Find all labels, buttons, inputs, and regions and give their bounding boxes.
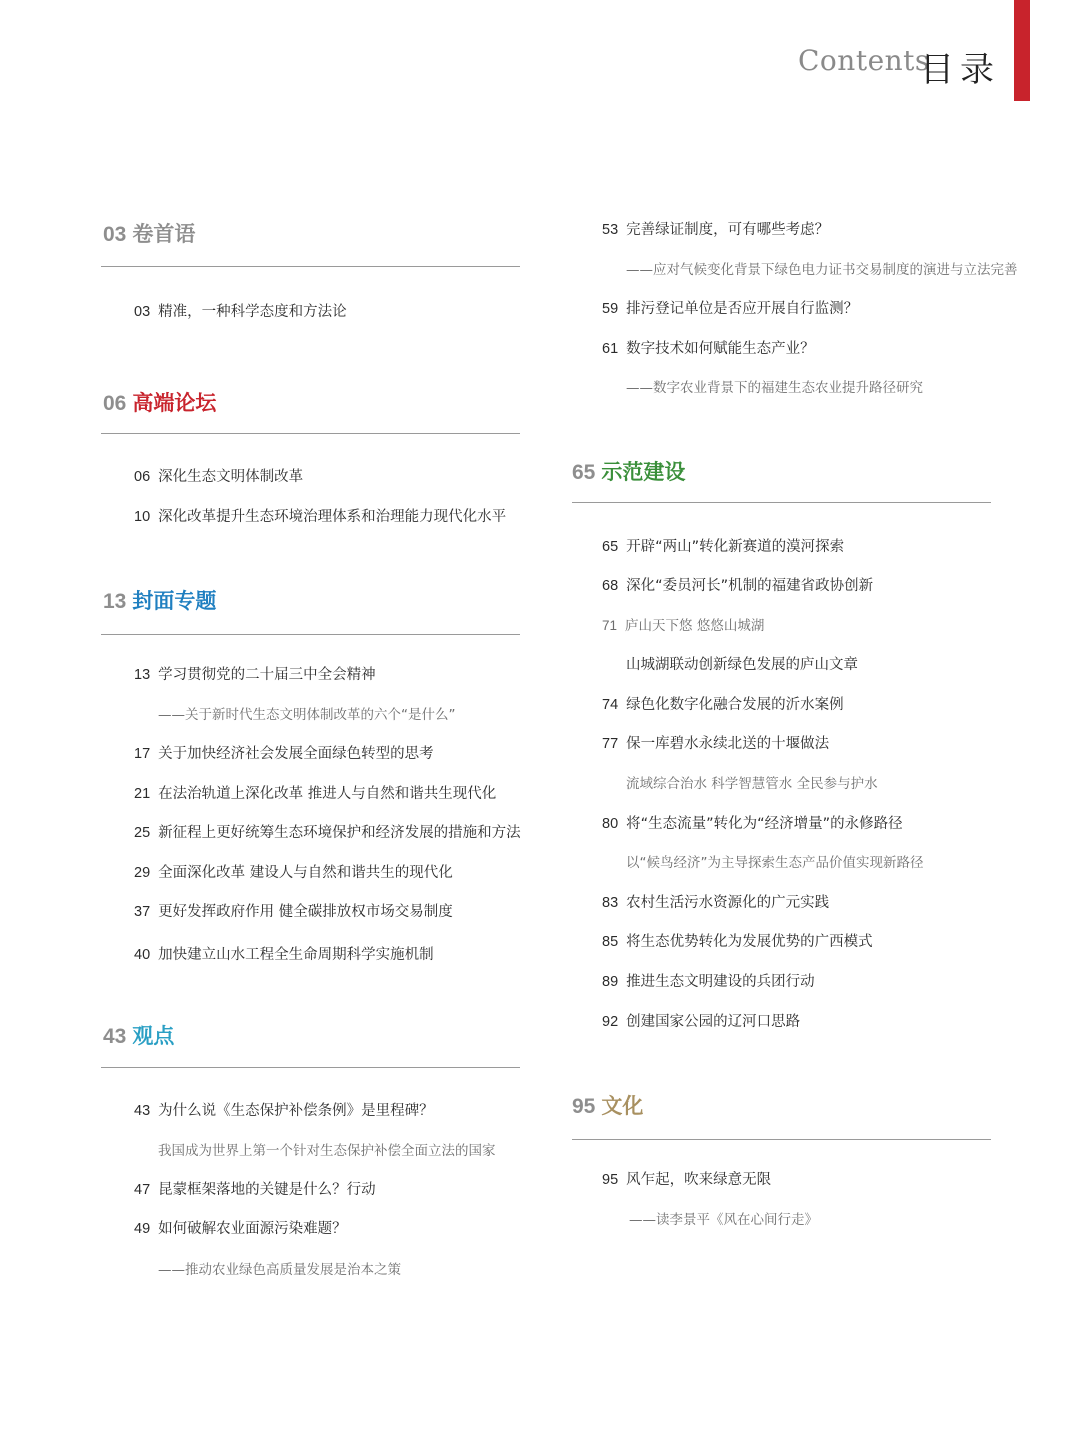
- toc-item[interactable]: 13 学习贯彻党的二十届三中全会精神: [134, 667, 376, 683]
- section-heading-juanshou[interactable]: 03 卷首语: [103, 222, 196, 246]
- toc-item[interactable]: 68 深化“委员河长”机制的福建省政协创新: [602, 578, 874, 594]
- toc-subtitle: ——应对气候变化背景下绿色电力证书交易制度的演进与立法完善: [626, 262, 1018, 278]
- toc-item[interactable]: 25 新征程上更好统筹生态环境保护和经济发展的措施和方法: [134, 825, 521, 841]
- toc-item[interactable]: 95 风乍起，吹来绿意无限: [602, 1172, 772, 1188]
- section-title: 卷首语: [132, 222, 196, 246]
- toc-item[interactable]: 40 加快建立山水工程全生命周期科学实施机制: [134, 947, 434, 963]
- toc-item[interactable]: 21 在法治轨道上深化改革 推进人与自然和谐共生现代化: [134, 786, 497, 802]
- accent-bar: [1014, 0, 1030, 101]
- toc-item[interactable]: 06 深化生态文明体制改革: [134, 469, 304, 485]
- section-title: 示范建设: [601, 460, 686, 484]
- section-heading-wenhua[interactable]: 95 文化: [572, 1094, 644, 1118]
- section-divider: [572, 502, 991, 503]
- toc-subtitle: ——推动农业绿色高质量发展是治本之策: [158, 1262, 401, 1278]
- section-title: 观点: [132, 1024, 175, 1048]
- section-title: 高端论坛: [132, 391, 217, 415]
- section-divider: [101, 266, 520, 267]
- toc-item[interactable]: 71 庐山天下悠 悠悠山城湖: [602, 618, 765, 634]
- contents-title-en: Contents: [798, 44, 930, 77]
- toc-subtitle: 我国成为世界上第一个针对生态保护补偿全面立法的国家: [158, 1143, 496, 1159]
- toc-item[interactable]: 61 数字技术如何赋能生态产业？: [602, 341, 815, 357]
- contents-title-cn: 目录: [920, 50, 1000, 90]
- toc-item[interactable]: 77 保一库碧水永续北送的十堰做法: [602, 736, 830, 752]
- toc-item[interactable]: 83 农村生活污水资源化的广元实践: [602, 895, 830, 911]
- toc-item[interactable]: 89 推进生态文明建设的兵团行动: [602, 974, 815, 990]
- section-heading-fengmian[interactable]: 13 封面专题: [103, 589, 217, 613]
- section-heading-gaoduan[interactable]: 06 高端论坛: [103, 391, 217, 415]
- section-heading-shifan[interactable]: 65 示范建设: [572, 460, 686, 484]
- toc-item[interactable]: 03 精准，一种科学态度和方法论: [134, 304, 347, 320]
- section-heading-guandian[interactable]: 43 观点: [103, 1024, 175, 1048]
- toc-subtitle: ——关于新时代生态文明体制改革的六个“是什么”: [158, 707, 456, 723]
- toc-item[interactable]: 17 关于加快经济社会发展全面绿色转型的思考: [134, 746, 434, 762]
- toc-item[interactable]: 47 昆蒙框架落地的关键是什么？行动: [134, 1182, 376, 1198]
- toc-item[interactable]: 10 深化改革提升生态环境治理体系和治理能力现代化水平: [134, 509, 507, 525]
- section-divider: [101, 634, 520, 635]
- toc-item[interactable]: 53 完善绿证制度，可有哪些考虑？: [602, 222, 830, 238]
- toc-item[interactable]: 59 排污登记单位是否应开展自行监测？: [602, 301, 859, 317]
- toc-subtitle: ——数字农业背景下的福建生态农业提升路径研究: [626, 380, 923, 396]
- section-divider: [101, 433, 520, 434]
- section-title: 封面专题: [132, 589, 217, 613]
- toc-item[interactable]: 49 如何破解农业面源污染难题？: [134, 1221, 347, 1237]
- toc-subtitle: 山城湖联动创新绿色发展的庐山文章: [626, 657, 858, 673]
- toc-item[interactable]: 92 创建国家公园的辽河口思路: [602, 1014, 801, 1030]
- toc-item[interactable]: 29 全面深化改革 建设人与自然和谐共生的现代化: [134, 865, 453, 881]
- toc-item[interactable]: 65 开辟“两山”转化新赛道的漠河探索: [602, 539, 845, 555]
- toc-subtitle: 以“候鸟经济”为主导探索生态产品价值实现新路径: [626, 855, 924, 871]
- toc-subtitle: ——读李景平《风在心间行走》: [629, 1212, 818, 1228]
- section-divider: [572, 1139, 991, 1140]
- toc-subtitle: 流域综合治水 科学智慧管水 全民参与护水: [626, 776, 878, 792]
- toc-item[interactable]: 85 将生态优势转化为发展优势的广西模式: [602, 934, 873, 950]
- section-title: 文化: [601, 1094, 644, 1118]
- toc-item[interactable]: 37 更好发挥政府作用 健全碳排放权市场交易制度: [134, 904, 453, 920]
- section-divider: [101, 1067, 520, 1068]
- toc-item[interactable]: 43 为什么说《生态保护补偿条例》是里程碑？: [134, 1103, 434, 1119]
- toc-item[interactable]: 74 绿色化数字化融合发展的沂水案例: [602, 697, 844, 713]
- toc-item[interactable]: 80 将“生态流量”转化为“经济增量”的永修路径: [602, 816, 903, 832]
